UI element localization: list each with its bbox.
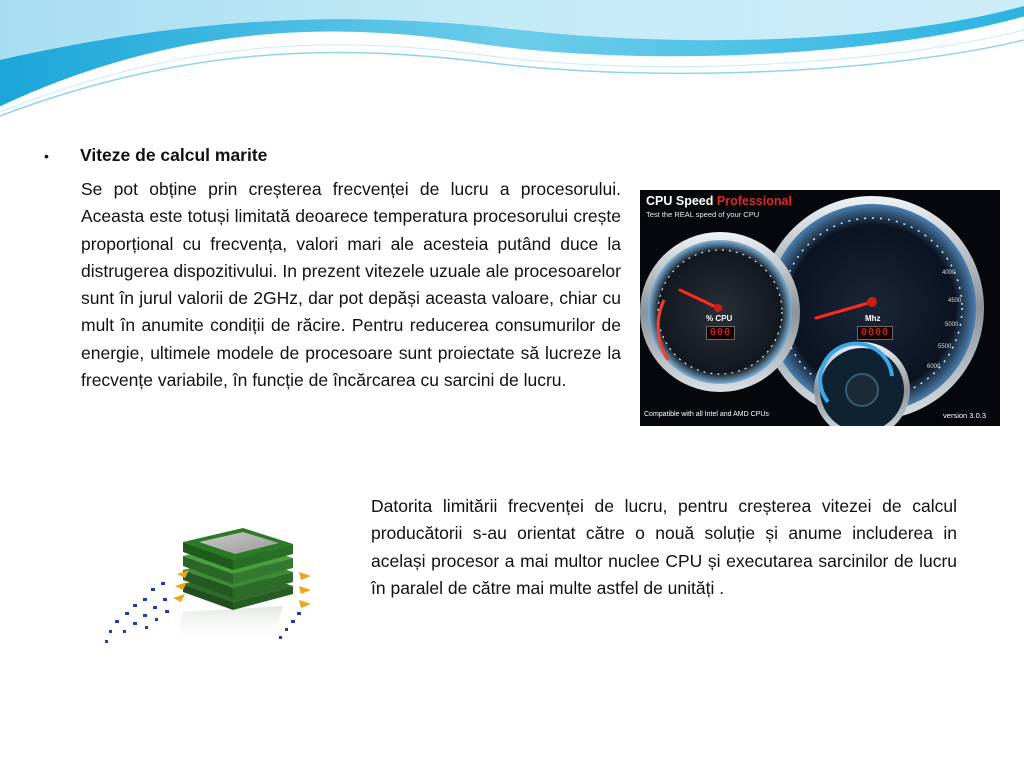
version-text: version 3.0.3 — [943, 411, 986, 420]
tick-label: 6000 — [927, 364, 941, 370]
app-subtitle: Test the REAL speed of your CPU — [646, 210, 760, 219]
app-title-accent: Professional — [716, 194, 792, 208]
gauges-graphic — [640, 190, 1000, 426]
gauge-right-label: Mhz — [865, 314, 881, 323]
bullet-heading — [44, 144, 624, 167]
tick-label: 5500 — [938, 344, 952, 350]
app-title-main: CPU Speed — [646, 194, 714, 208]
gauge-right-display: 0000 — [857, 326, 893, 340]
tick-label: 5000 — [945, 322, 959, 328]
section-title: Viteze de calcul marite — [80, 145, 268, 165]
tick-label: 4000 — [942, 270, 956, 276]
bullet-symbol: • — [44, 148, 49, 164]
tick-label: 4500 — [948, 298, 962, 304]
compat-text: Compatible with all Intel and AMD CPUs — [644, 411, 769, 418]
gauge-left-display: 000 — [706, 326, 735, 340]
cpu-speed-image — [640, 190, 1000, 426]
paragraph-frequency: Se pot obține prin creșterea frecvenței de lucru a procesorului. Aceasta este totuși limitată deoarece temperatura procesorului crește proporțional cu frecvența, valori mari ale acesteia putând duce la distrugerea dispozitivului. In prezent vitezele uzuale ale procesoarelor sunt în jurul valorii de 2GHz, dar pot depăși aceasta valoare, chiar cu mult în anumite condiții de răcire. Pentru reducerea consumurilor de energie, ultimele modele de procesoare sunt proiectate să lucreze la frecvențe variabile, în funcție de încărcarea cu sarcini de lucru. — [81, 179, 621, 391]
paragraph-multicore: Datorita limitării frecvenței de lucru, pentru creșterea vitezei de calcul producătorii s-au orientat către o nouă soluție și anume includerea in același procesor a mai multor nuclee CPU și executarea sarcinilor de lucru în paralel de către mai multe astfel de unități . — [371, 496, 957, 598]
header-wave-decoration — [0, 0, 1024, 120]
app-title — [646, 194, 792, 208]
gauge-left-label: % CPU — [706, 314, 733, 323]
multicore-chip-image — [103, 512, 318, 650]
